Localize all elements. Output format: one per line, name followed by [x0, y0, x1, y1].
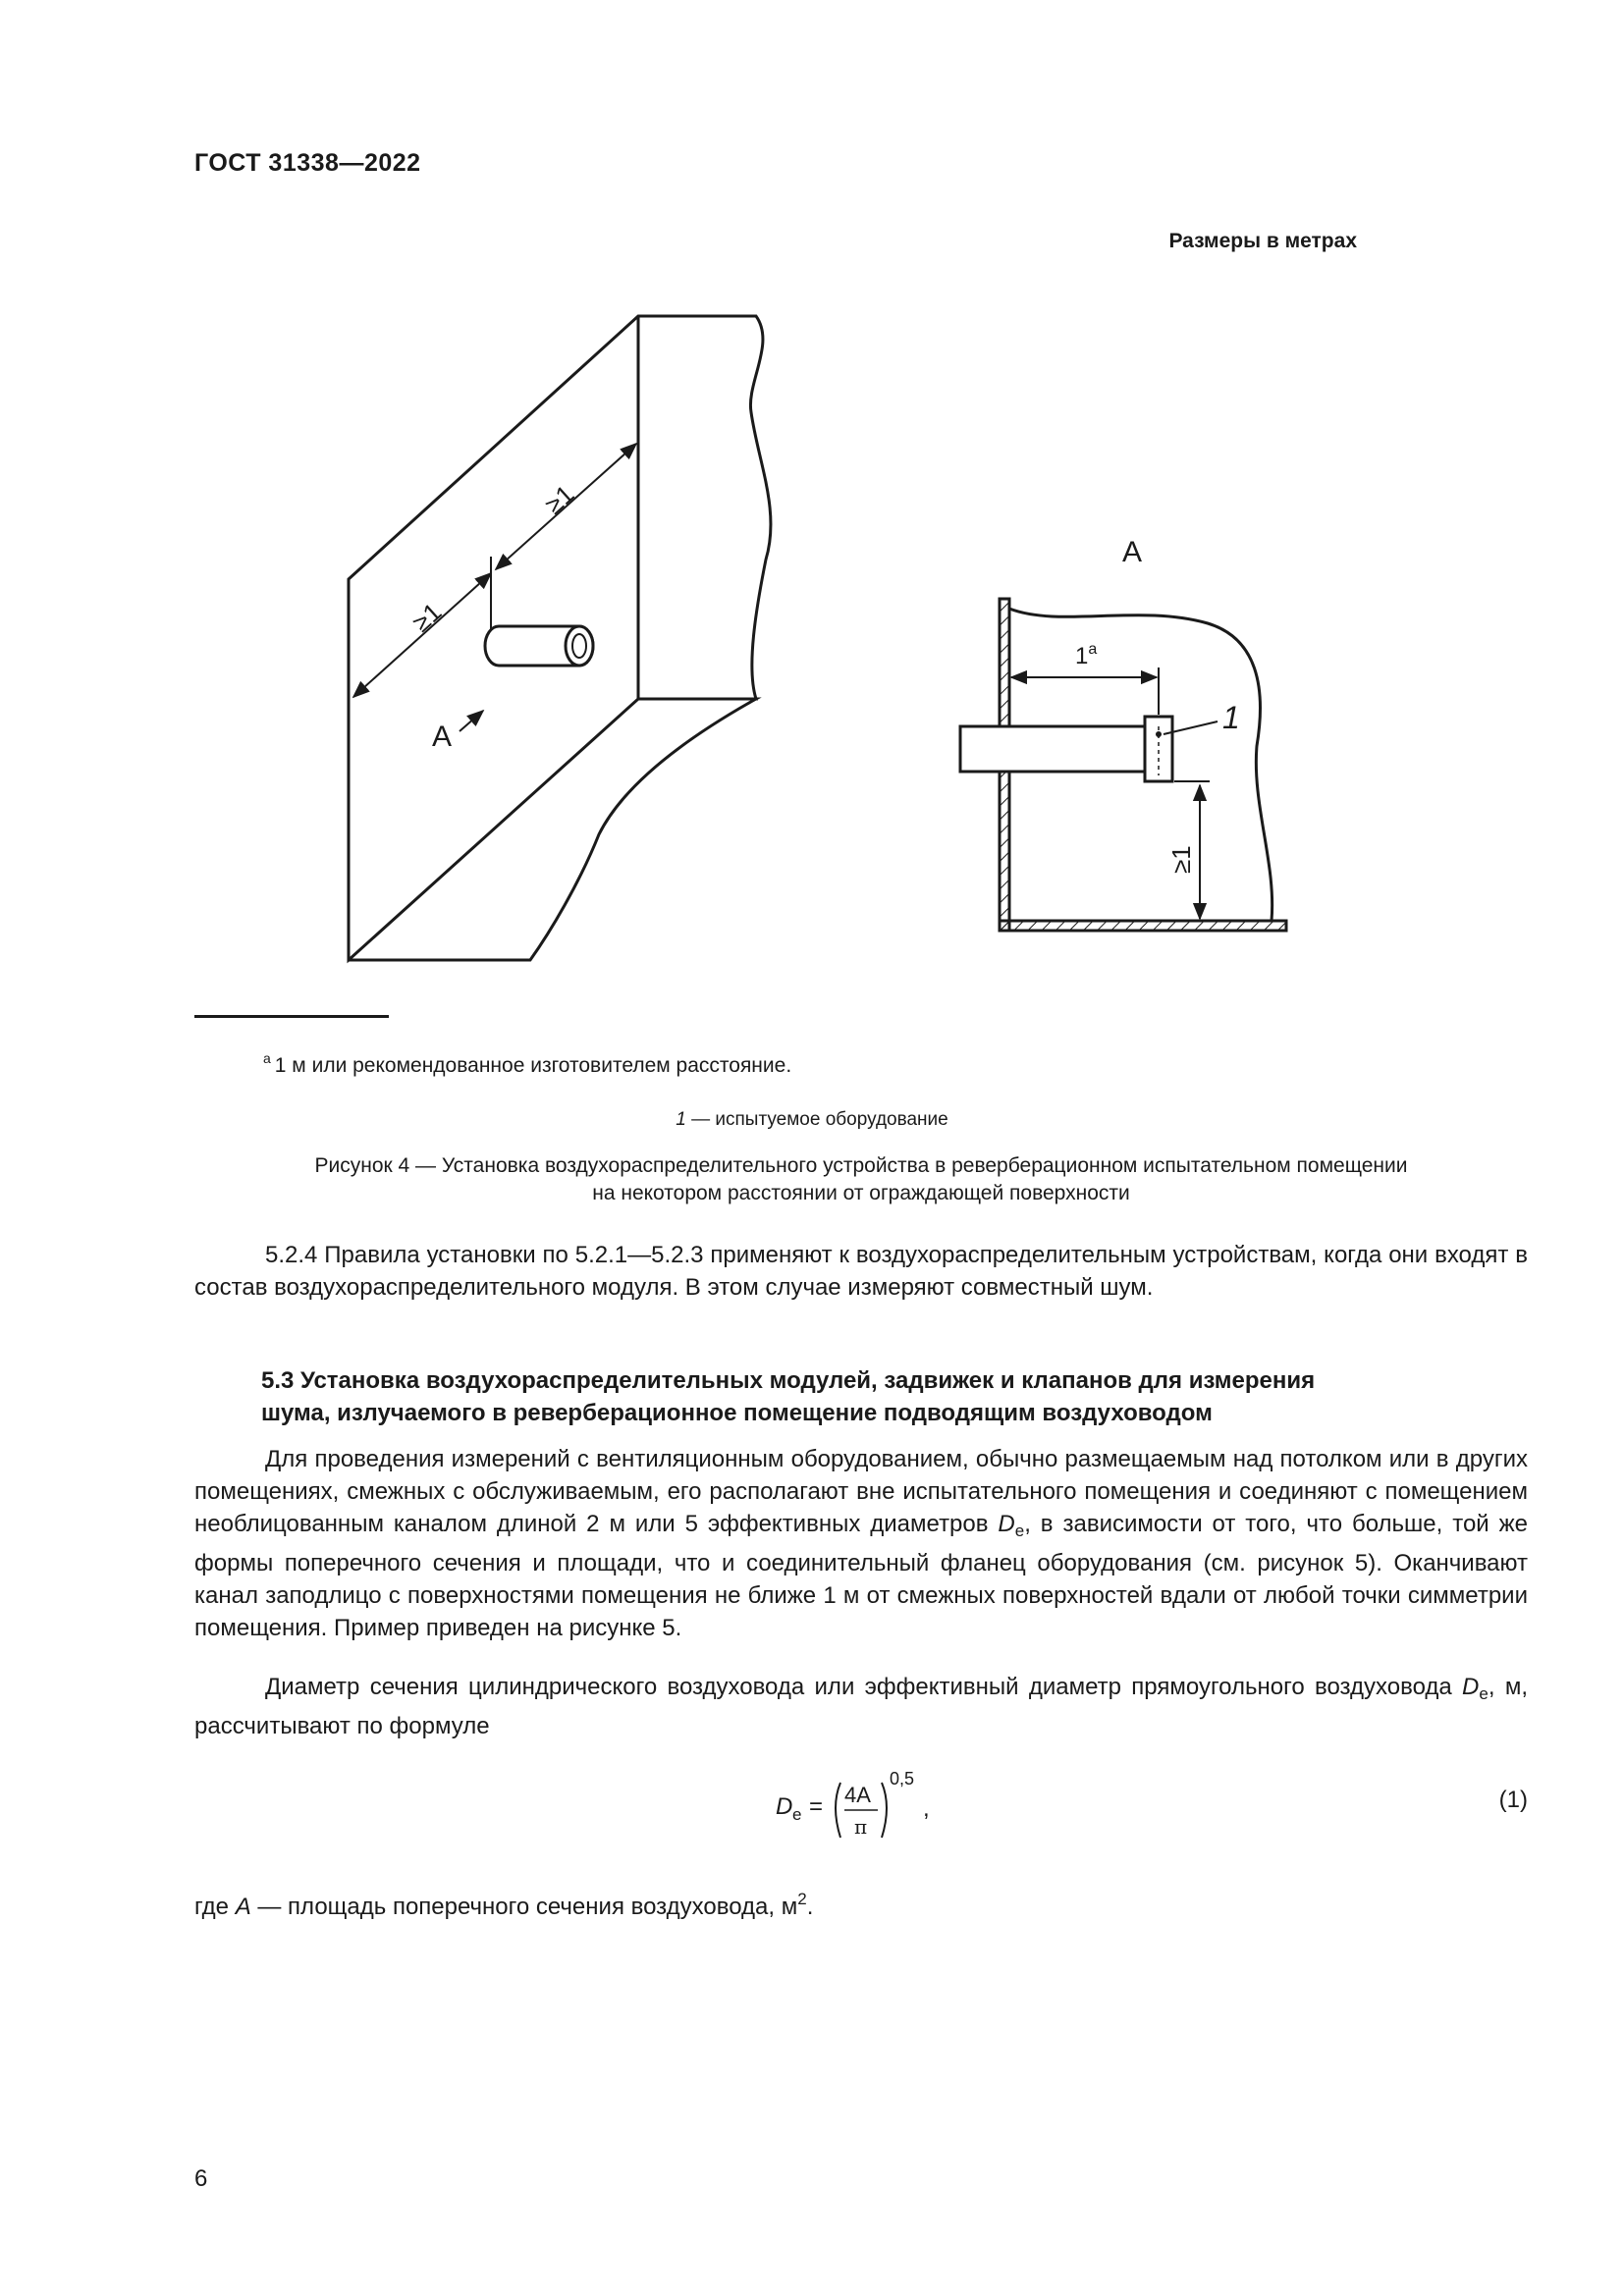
svg-text:0,5: 0,5 [890, 1769, 915, 1789]
footnote-marker: а [263, 1050, 271, 1066]
footnote-rule [194, 1015, 389, 1018]
right-view-dimensions [1011, 667, 1218, 919]
page-number: 6 [194, 2165, 208, 2192]
figure-4-drawing [0, 0, 1624, 982]
caption-line-2: на некотором расстоянии от ограждающей поверхности [592, 1182, 1130, 1204]
section-heading-line-2: шума, излучаемого в реверберационное помещение подводящим воздуховодом [261, 1400, 1213, 1426]
svg-text:,: , [923, 1795, 930, 1822]
view-arrow [460, 711, 483, 731]
legend-text: — испытуемое оборудование [685, 1109, 948, 1130]
equation-number: (1) [1498, 1787, 1528, 1813]
formula-1 [776, 1767, 952, 1845]
footnote-text: 1 м или рекомендованное изготовителем расстояние. [274, 1054, 792, 1077]
where-clause: где A — площадь поперечного сечения воздуховода, $м^2$. [194, 1890, 814, 1920]
svg-text:D: D [776, 1793, 793, 1820]
svg-text:π: π [854, 1815, 868, 1839]
section-heading-line-1: 5.3 Установка воздухораспределительных модулей, задвижек и клапанов для измерения [261, 1367, 1316, 1394]
legend-number: 1 [676, 1109, 686, 1130]
paragraph-5-2-4 [194, 1239, 1528, 1304]
dim-side-label: ≥1 [1166, 845, 1196, 874]
svg-text:4A: 4A [844, 1783, 871, 1807]
right-view-duct [960, 717, 1172, 781]
item-callout-1: 1 [1222, 700, 1240, 735]
dim-label-2: ≥1 [538, 478, 580, 520]
view-a-title: A [1122, 536, 1143, 568]
view-arrow-label: A [432, 721, 453, 753]
caption-line-1: Рисунок 4 — Установка воздухораспределительного устройства в реверберационном испытательном помещении [314, 1154, 1408, 1177]
svg-text:=: = [809, 1793, 824, 1820]
section-heading-5-3 [261, 1364, 1528, 1429]
figure-legend [0, 1109, 1624, 1131]
dim-label-1: ≥1 [406, 596, 448, 638]
dim-top-label: $1^а$ [1075, 641, 1098, 669]
document-header: ГОСТ 31338—2022 [194, 149, 421, 177]
left-view-pipe [485, 626, 593, 666]
footnote [263, 1050, 791, 1078]
units-note: Размеры в метрах [1168, 230, 1357, 252]
svg-text:e: e [792, 1805, 802, 1824]
paragraph-measurement: Для проведения измерений с вентиляционным оборудованием, обычно размещаемым над потолком или в других помещениях, смежных с обслуживаемым, его располагают вне испытательного помещения и соединяют с помещением необлицованным каналом длиной 2 м или 5 эффективных диаметров $D_e$, в зависимости от того, что больше, той же формы поперечного сечения и площади, что и соединительный фланец оборудования (см. рисунок 5). Оканчивают канал заподлицо с поверхностями помещения не ближе 1 м от смежных поверхностей вдали от любой точки симметрии помещения. Пример приведен на рисунке 5. [194, 1446, 1529, 1641]
paragraph-diameter: Диаметр сечения цилиндрического воздуховода или эффективный диаметр прямоугольного воздуховода $D_e$, м, рассчитывают по формуле [194, 1674, 1528, 1739]
paragraph-5-2-4-text: 5.2.4 Правила установки по 5.2.1—5.2.3 применяют к воздухораспределительным устройствам, когда они входят в состав воздухораспределительного модуля. В этом случае измеряют совместный шум. [194, 1242, 1528, 1301]
figure-caption [194, 1152, 1528, 1207]
